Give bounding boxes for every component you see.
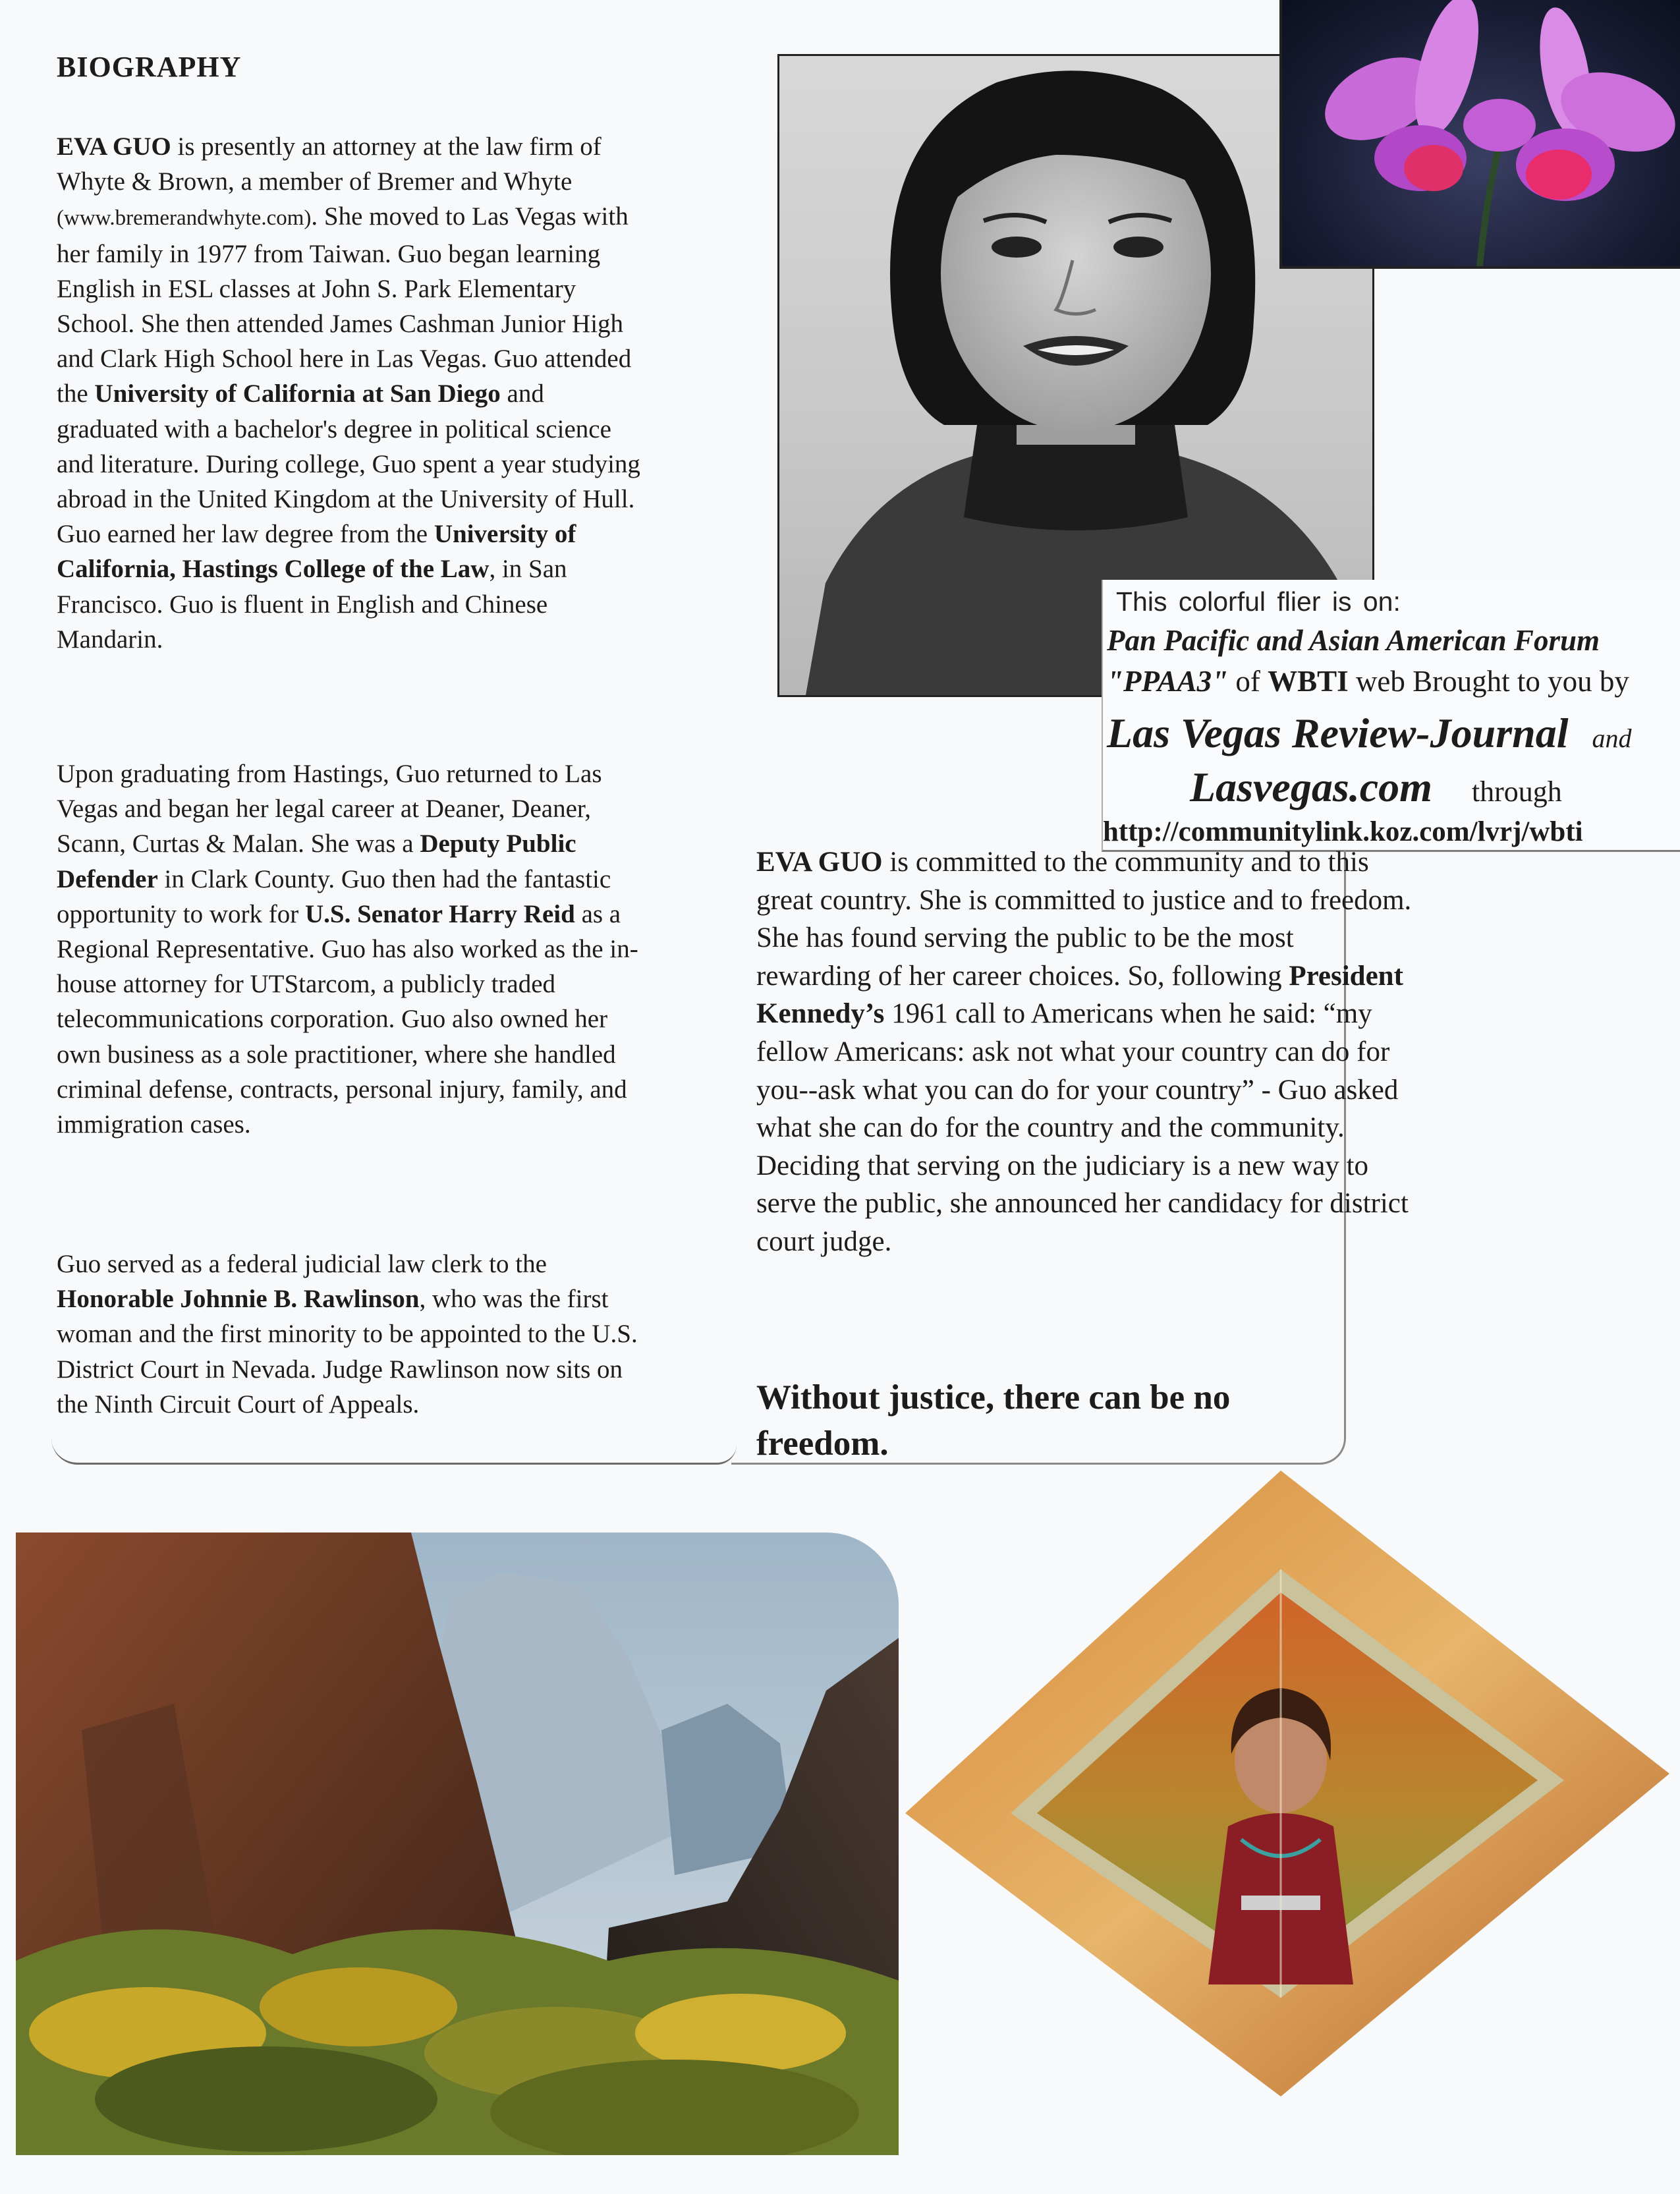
flier-line-1: This colorful flier is on: (1116, 586, 1401, 617)
flier-lasvegas-com: Lasvegas.com through (1190, 764, 1562, 810)
president-kennedy: President Kennedy’s (756, 960, 1403, 1030)
flier-review-journal: Las Vegas Review-Journal and (1107, 710, 1632, 756)
ucsd-name: University of California at San Diego (94, 380, 501, 408)
commitment-paragraph: EVA GUO is committed to the community and to this great country. She is committed to justice and to freedom. She has found serving the public to be the most rewarding of her career choices. So, following President Kennedy’s 1961 call to Americans when he said: “my fellow Americans: ask not what your country can do for you--ask what you can do for your country” - Guo asked what she can do for the country and the community. Deciding that serving on the judiciary is a new way to serve the public, she announced her candidacy for district court judge. (756, 847, 1412, 1257)
clipping-edge-left (51, 1160, 737, 1465)
bio-paragraph-1: EVA GUO is presently an attorney at the law firm of Whyte & Brown, a member of Bremer and Whyte (www.bremerandwhyte.com). She moved to Las Vegas with her family in 1977 from Taiwan. Guo began learning English in ESL classes at John S. Park Elementary School. She then attended James Cashman Junior High and Clark High School here in Las Vegas. Guo attended the University of California at San Diego and graduated with a bachelor's degree in political science and literature. During college, Guo spent a year studying abroad in the United Kingdom at the University of Hull. Guo earned her law degree from the University of California, Hastings College of the Law, in San Francisco. Guo is fluent in English and Chinese Mandarin. (57, 132, 640, 654)
bio-paragraph-2: Upon graduating from Hastings, Guo returned to Las Vegas and began her legal career at Deaner, Deaner, Scann, Curtas & Malan. She was a Deputy Public Defender in Clark County. Guo then had the fantastic opportunity to work for U.S. Senator Harry Reid as a Regional Representative. Guo has also worked as the in-house attorney for UTStarcom, a publicly traded telecommunications corporation. Guo also owned her own business as a sole practitioner, where she handled criminal defense, contracts, personal injury, family, and immigration cases. (57, 760, 638, 1139)
senator-reid: U.S. Senator Harry Reid (304, 899, 575, 928)
child-photo-diamond (899, 1471, 1676, 2096)
flier-forum-name: Pan Pacific and Asian American Forum (1107, 624, 1600, 657)
orchid-photo (1279, 0, 1680, 269)
child-illustration (899, 1471, 1676, 2096)
hastings-name: University of California, Hastings College of the Law (57, 520, 576, 584)
firm-url: (www.bremerandwhyte.com) (57, 206, 312, 231)
name-eva-guo-2: EVA GUO (756, 847, 883, 878)
judge-rawlinson: Honorable Johnnie B. Rawlinson (57, 1285, 420, 1314)
biography-heading: BIOGRAPHY (57, 51, 242, 83)
flier-notice (1102, 580, 1680, 852)
canyon-landscape-photo (16, 1533, 899, 2155)
motto-text: Without justice, there can be no freedom. (756, 1378, 1231, 1463)
flier-line-3: "PPAA3" of WBTI web Brought to you by (1107, 665, 1629, 698)
deputy-public-defender: Deputy Public Defender (57, 830, 576, 893)
flier-url: http://communitylink.koz.com/lvrj/wbti (1103, 816, 1583, 847)
bio-paragraph-3: Guo served as a federal judicial law clerk to the Honorable Johnnie B. Rawlinson, who was the first woman and the first minority to be appointed to the U.S. District Court in Nevada. Judge Rawlinson now sits on the Ninth Circuit Court of Appeals. (57, 1250, 638, 1419)
orchid-illustration (1282, 0, 1680, 266)
canyon-illustration (16, 1533, 899, 2155)
name-eva-guo: EVA GUO (57, 132, 171, 161)
